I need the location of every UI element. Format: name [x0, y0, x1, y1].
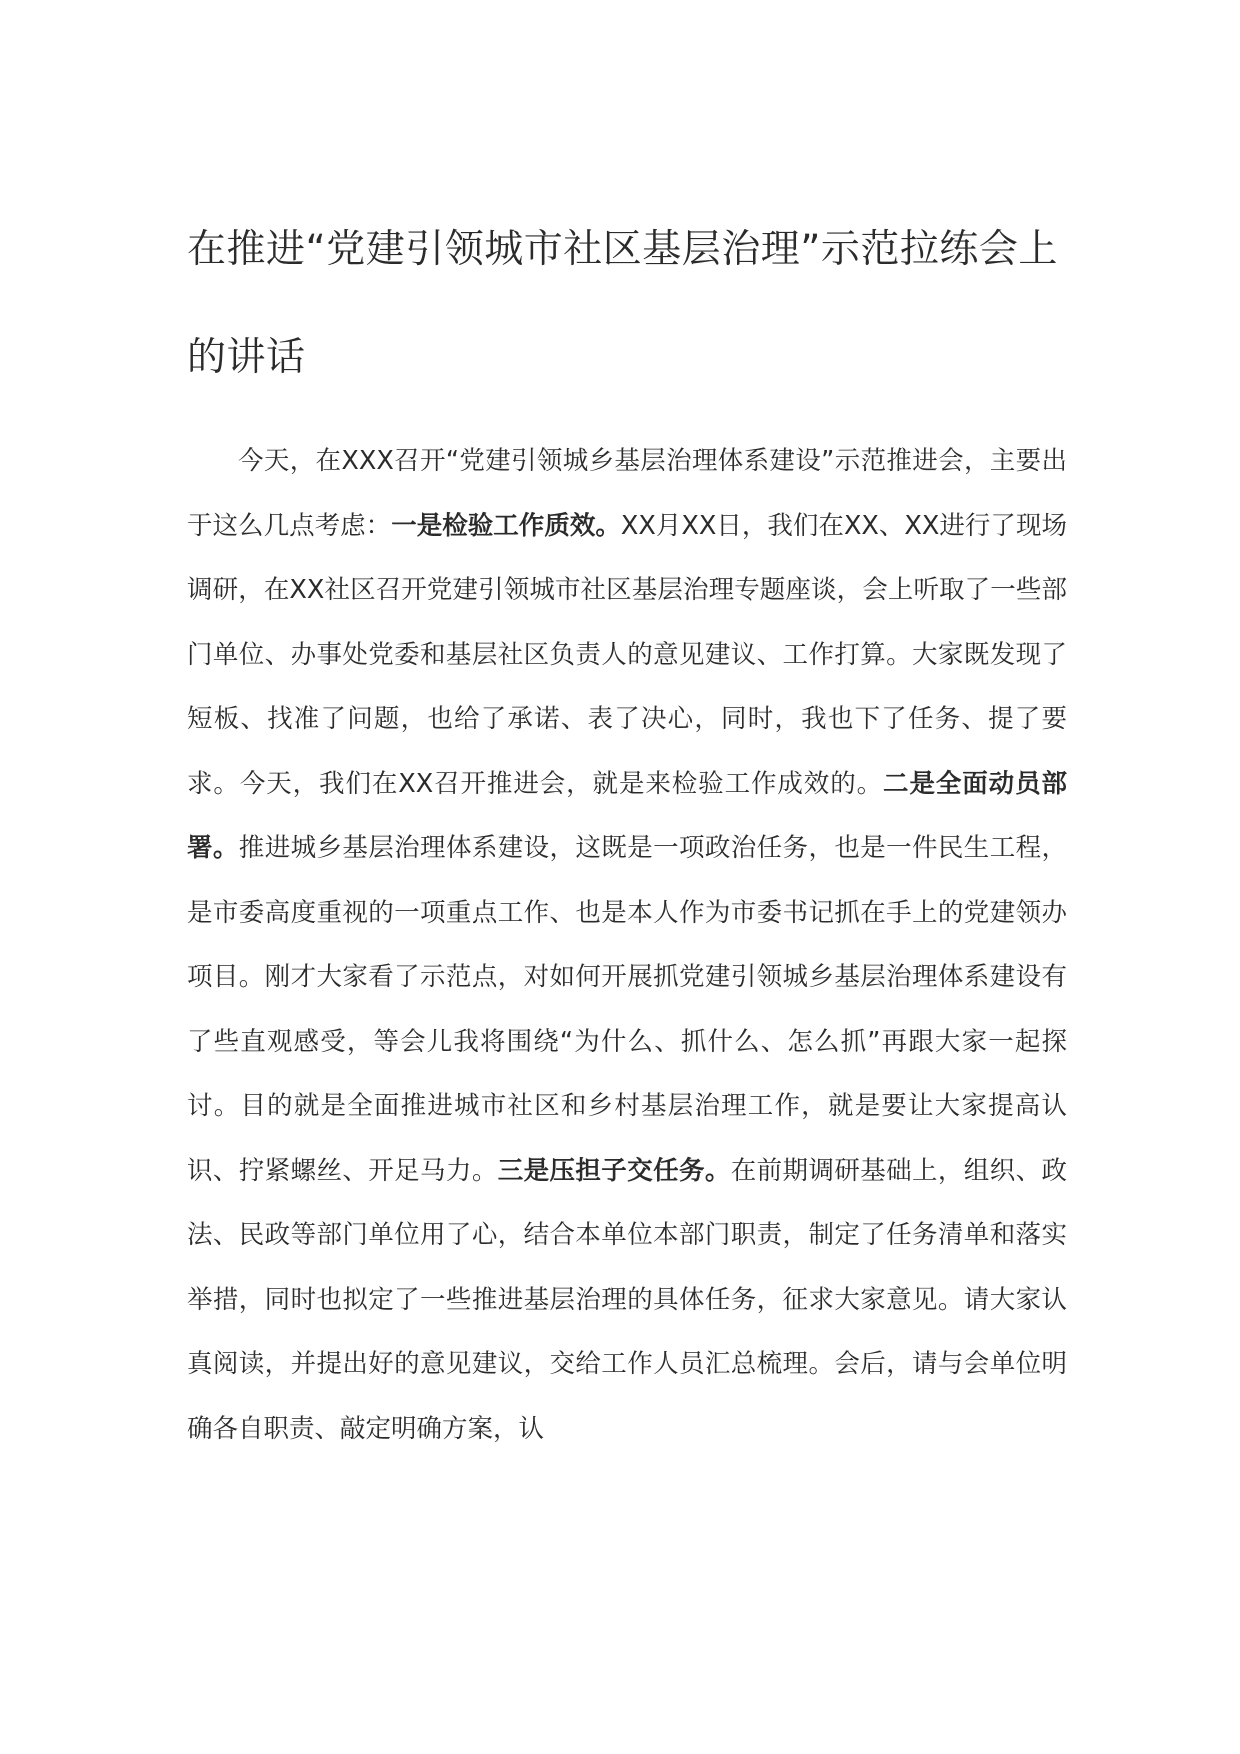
body-paragraph — [187, 429, 1067, 1461]
document-title: 在推进“党建引领城市社区基层治理”示范拉练会上的讲话 — [187, 227, 1058, 380]
text-segment: 今天，在XXX召开“党建引领城乡基层治理体系建设”示范推进会，主要出于这么几点考虑： — [187, 446, 1067, 541]
text-segment: 推进城乡基层治理体系建设，这既是一项政治任务，也是一件民生工程，是市委高度重视的一项重点工作、也是本人作为市委书记抓在手上的党建领办项目。刚才大家看了示范点，对如何开展抓党建引领城乡基层治理体系建设有了些直观感受，等会儿我将围绕“为什么、抓什么、怎么抓”再跟大家一起探讨。目的就是全面推进城市社区和乡村基层治理工作，就是要让大家提高认识、拧紧螺丝、开足马力。 — [187, 833, 1067, 1186]
bold-point-1: 一是检验工作质效。 — [391, 510, 621, 541]
bold-point-3: 三是压担子交任务。 — [497, 1155, 731, 1186]
text-segment: XX月XX日，我们在XX、XX进行了现场调研，在XX社区召开党建引领城市社区基层治理专题座谈，会上听取了一些部门单位、办事处党委和基层社区负责人的意见建议、工作打算。大家既发现了短板、找准了问题，也给了承诺、表了决心，同时，我也下了任务、提了要求。今天，我们在XX召开推进会，就是来检验工作成效的。 — [187, 510, 1067, 799]
bold-point-2: 二是全面动员部署。 — [187, 768, 1067, 863]
text-segment: 在前期调研基础上，组织、政法、民政等部门单位用了心，结合本单位本部门职责，制定了任务清单和落实举措，同时也拟定了一些推进基层治理的具体任务，征求大家意见。请大家认真阅读，并提出好的意见建议，交给工作人员汇总梳理。会后，请与会单位明确各自职责、敲定明确方案，认 — [187, 1155, 1067, 1444]
